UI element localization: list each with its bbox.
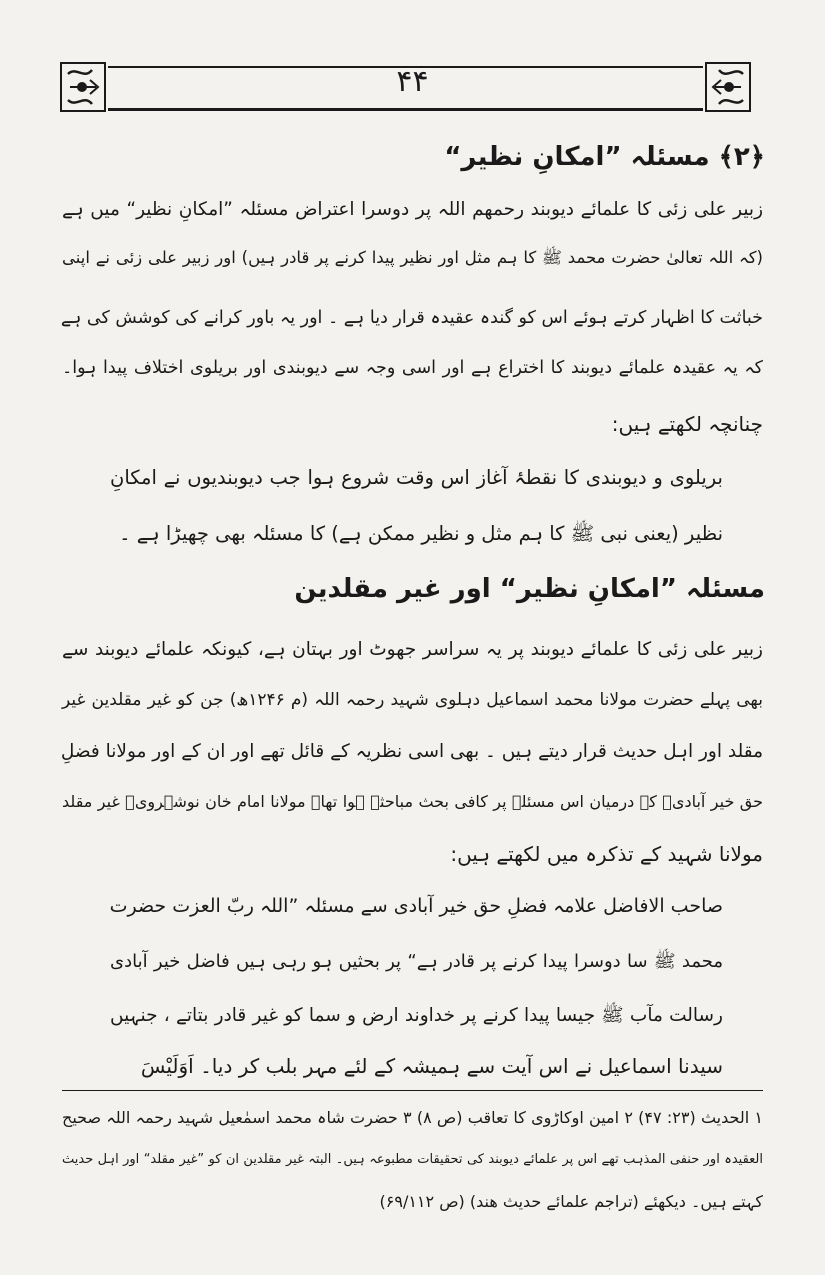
text-line: زبیر علی زئی کا علمائے دیوبند پر یہ سراسر جھوٹ اور بہتان ہے، کیونکہ علمائے دیوبند سے — [62, 639, 763, 660]
text-line: چنانچہ لکھتے ہیں: — [611, 412, 763, 436]
text-line: مقلد اور اہل حدیث قرار دیتے ہیں ۔ بھی اسی نظریہ کے قائل تھے اور ان کے اور مولانا فضلِ — [60, 741, 763, 762]
section-heading: مسئلہ ”امکانِ نظیر“ اور غیر مقلدین — [294, 574, 765, 604]
text-line: بھی پہلے حضرت مولانا محمد اسماعیل دہلوی شہید رحمہ اللہ (م ۱۲۴۶ھ) جن کو غیر مقلدین غیر — [62, 690, 763, 710]
footnote-rule — [62, 1090, 763, 1091]
text-line: (کہ اللہ تعالیٰ حضرت محمد ﷺ کا ہم مثل اور نظیر پیدا کرنے پر قادر ہیں) اور زبیر علی زئی نے اپنی — [62, 248, 763, 267]
text-line: خباثت کا اظہار کرتے ہوئے اس کو گندہ عقیدہ قرار دیا ہے ۔ اور یہ باور کرانے کی کوشش کی ہے — [60, 308, 763, 328]
text-line: مولانا شہید کے تذکرہ میں لکھتے ہیں: — [450, 842, 763, 866]
footnote-line: کہتے ہیں۔ دیکھئے (تراجم علمائے حدیث ھند) (ص ۶۹/۱۱۲) — [379, 1192, 763, 1211]
text-line: زبیر علی زئی کا علمائے دیوبند رحمھم اللہ پر دوسرا اعتراض مسئلہ ”امکانِ نظیر“ میں ہے — [62, 199, 763, 220]
floral-ornament-icon — [705, 62, 751, 112]
quote-line: بریلوی و دیوبندی کا نقطۂ آغاز اس وقت شروع ہوا جب دیوبندیوں نے امکانِ — [110, 466, 723, 489]
section-heading: ﴿۲﴾ مسئلہ ”امکانِ نظیر“ — [444, 142, 765, 172]
page-number: ۴۴ — [396, 64, 429, 99]
quote-line: صاحب الافاضل علامہ فضلِ حق خیر آبادی سے مسئلہ ”اللہ ربّ العزت حضرت — [109, 895, 723, 917]
text-line: حق خیر آبادیؒ کے درمیان اس مسئلہ پر کافی بحث مباحثہ ہوا تھا۔ مولانا امام خان نوشہرویؒ غیر مقلد — [62, 792, 763, 811]
footnote-line: العقیدہ اور حنفی المذہب تھے اس پر علمائے دیوبند کی تحقیقات مطبوعہ ہیں۔ البتہ غیر مقلدین ان کو ”غیر مقلد“ اور اہل حدیث — [62, 1152, 763, 1167]
quote-line: نظیر (یعنی نبی ﷺ کا ہم مثل و نظیر ممکن ہے) کا مسئلہ بھی چھیڑا ہے ۔ — [119, 522, 723, 545]
header-bottom-rule — [108, 108, 703, 111]
quote-line: رسالت مآب ﷺ جیسا پیدا کرنے پر خداوند ارض و سما کو غیر قادر بتاتے ، جنہیں — [110, 1005, 723, 1026]
quote-line: سیدنا اسماعیل نے اس آیت سے ہمیشہ کے لئے مہر بلب کر دیا۔ اَوَلَیْسَ — [140, 1054, 723, 1078]
footnote-line: ۱ الحدیث (۲۳: ۴۷) ۲ امین اوکاڑوی کا تعاقب (ص ۸) ۳ حضرت شاہ محمد اسمٰعیل شہید رحمہ اللہ صحیح — [62, 1108, 764, 1127]
quote-line: محمد ﷺ سا دوسرا پیدا کرنے پر قادر ہے“ پر بحثیں ہو رہی ہیں فاضل خیر آبادی — [110, 951, 723, 972]
text-line: کہ یہ عقیدہ علمائے دیوبند کا اختراع ہے اور اسی وجہ سے دیوبندی اور بریلوی اختلاف پیدا ہوا۔ — [62, 358, 763, 378]
